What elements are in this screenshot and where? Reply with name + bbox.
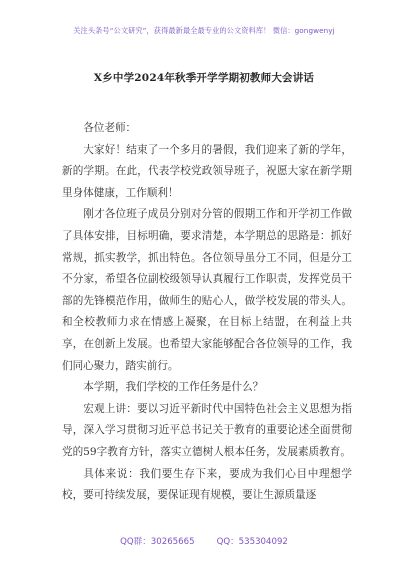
body-paragraph: 大家好！结束了一个多月的暑假，我们迎来了新的学年，新的学期。在此，代表学校党政领导班子，祝愿大家在新学期里身体健康，工作顺利！ [62,143,352,199]
salutation-paragraph: 各位老师： [83,122,137,134]
qq-group-number: QQ群：30265665 [120,537,195,547]
footer-contact [0,535,408,547]
document-body [62,118,352,507]
body-paragraph: 刚才各位班子成员分别对分管的假期工作和开学初工作做了具体安排，目标明确，要求清楚，本学期总的思路是：抓好常规，抓实教学，抓出特色。各位领导虽分工不同，但是分工不分家，希望各位副校级领导认真履行工作职责，发挥党员干部的先锋模范作用，做师生的贴心人，做学校发展的带头人。和全校教师力求在情感上凝聚，在目标上结盟，在利益上共享，在创新上发展。也希望大家能够配合各位领导的工作，我们同心聚力，踏实前行。 [62,208,352,372]
body-paragraph: 宏观上讲：要以习近平新时代中国特色社会主义思想为指导，深入学习贯彻习近平总书记关于教育的重要论述全面贯彻党的59字教育方针，落实立德树人根本任务，发展素质教育。 [62,402,352,458]
qq-number: QQ：535304092 [216,537,288,547]
document-title: X乡中学2024年秋季开学学期初教师大会讲话 [93,72,315,84]
header-banner: 关注头条号“公文研究”，获得最新最全最专业的公文资料库！ 微信：gongwenyj [73,26,335,35]
body-paragraph: 本学期，我们学校的工作任务是什么？ [83,381,264,394]
body-paragraph: 具体来说：我们要生存下来，要成为我们心目中理想学校，要可持续发展，要保证现有规模，要让生源质量逐 [62,467,352,502]
